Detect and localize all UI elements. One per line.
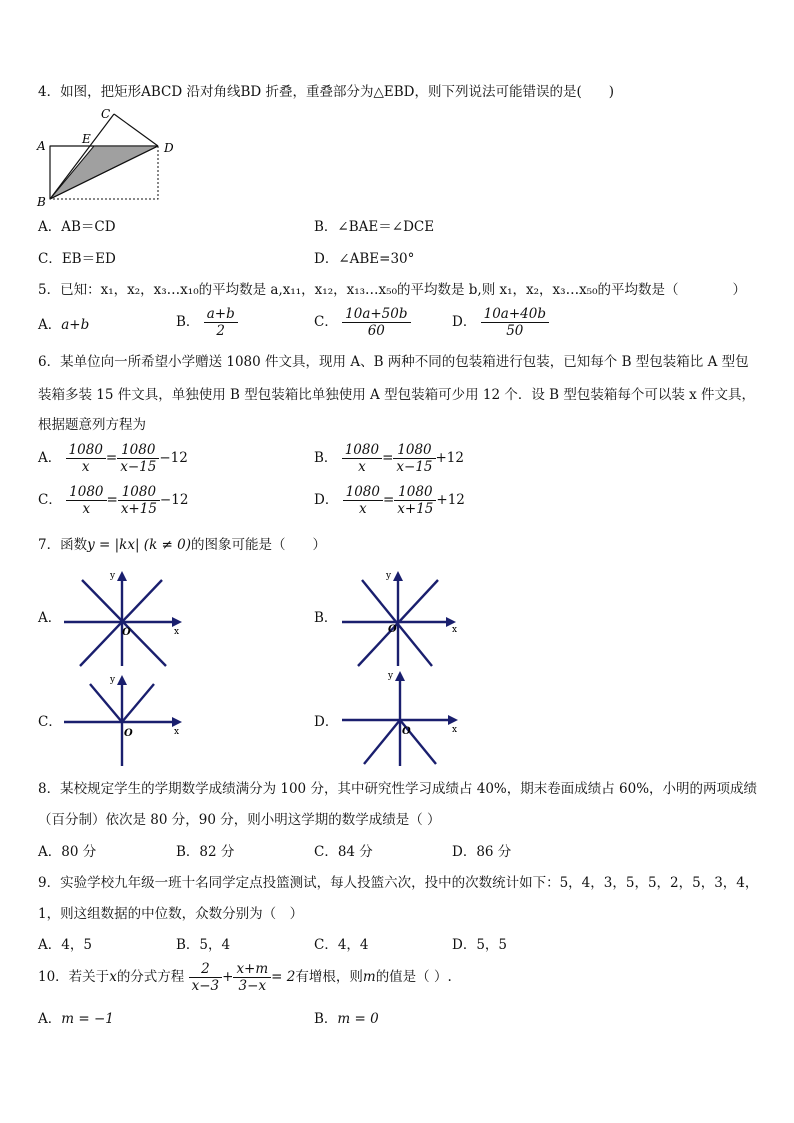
q6-option-d-letter: D． xyxy=(314,492,339,508)
q6-option-d-fraction-2: $\frac{1080}{x+15}$ xyxy=(394,484,436,517)
q9-option-b[interactable]: B．5，4 xyxy=(176,937,231,953)
q7-c-o-label: O xyxy=(124,728,133,739)
q7-graph-c[interactable] xyxy=(62,670,192,770)
q7-d-x-label: x xyxy=(452,725,458,735)
q6-option-c[interactable] xyxy=(38,484,188,517)
q5-option-c-letter: C． xyxy=(314,314,338,330)
q4-rectangle-fold-figure xyxy=(34,106,184,209)
q7-option-c-label[interactable]: C． xyxy=(38,714,62,730)
q6-option-a-tail: −12 xyxy=(159,450,188,466)
q4-option-b[interactable]: B．∠BAE＝∠DCE xyxy=(314,219,435,235)
q6-option-b[interactable] xyxy=(314,442,464,475)
q4-stem: 4．如图，把矩形ABCD 沿对角线BD 折叠，重叠部分为△EBD，则下列说法可能错误的是( ) xyxy=(38,84,615,100)
q7-b-y-label: y xyxy=(386,571,392,581)
q7-a-x-label: x xyxy=(174,627,180,637)
q4-option-c[interactable]: C．EB＝ED xyxy=(38,251,116,267)
q5-option-b-fraction: $\frac{a+b}{2}$ xyxy=(204,306,238,339)
q10-equals-two: = 2 xyxy=(271,969,296,985)
q8-option-d[interactable]: D．86 分 xyxy=(452,844,512,860)
q7-graph-d[interactable] xyxy=(340,666,470,770)
q5-option-b-letter: B． xyxy=(176,314,200,330)
q5-option-d-letter: D． xyxy=(452,314,477,330)
q6-stem-line-2: 装箱多装 15 件文具，单独使用 B 型包装箱比单独使用 A 型包装箱可少用 12 个．设 B 型包装箱每个可以装 x 件文具， xyxy=(38,387,756,403)
q5-option-d-fraction: $\frac{10a+40b}{50}$ xyxy=(481,306,549,339)
q6-option-a-fraction-1: $\frac{1080}{x}$ xyxy=(66,442,106,475)
q5-option-d[interactable] xyxy=(452,306,549,339)
q6-stem-line-1: 6．某单位向一所希望小学赠送 1080 件文具，现用 A、B 两种不同的包装箱进行包装，已知每个 B 型包装箱比 A 型包 xyxy=(38,354,749,370)
q6-option-c-fraction-2: $\frac{1080}{x+15}$ xyxy=(118,484,160,517)
q6-option-d[interactable] xyxy=(314,484,465,517)
q7-stem-suffix: 的图象可能是（ ） xyxy=(191,537,326,553)
q10-plus: + xyxy=(222,969,234,985)
q10-stem-variable-m: m xyxy=(362,969,376,985)
q7-stem-expression: y = |kx| (k ≠ 0) xyxy=(87,537,191,553)
q6-option-a-fraction-2: $\frac{1080}{x-15}$ xyxy=(117,442,159,475)
q10-option-a[interactable] xyxy=(38,1010,114,1028)
q10-option-b-expr: m = 0 xyxy=(337,1011,379,1027)
q9-stem-line-1: 9．实验学校九年级一班十名同学定点投篮测试，每人投篮六次，投中的次数统计如下：5，4，3，5，5，2，5，3，4， xyxy=(38,875,759,891)
q8-option-c[interactable]: C．84 分 xyxy=(314,844,373,860)
q6-option-a[interactable] xyxy=(38,442,188,475)
q7-option-a-label[interactable]: A． xyxy=(38,610,62,626)
q6-stem-line-3: 根据题意列方程为 xyxy=(38,417,146,433)
q6-option-c-letter: C． xyxy=(38,492,62,508)
q4-label-c: C xyxy=(101,107,111,121)
q6-option-d-fraction-1: $\frac{1080}{x}$ xyxy=(343,484,383,517)
q7-d-y-label: y xyxy=(388,671,394,681)
q10-stem xyxy=(38,961,452,994)
q6-option-a-letter: A． xyxy=(38,450,62,466)
q5-option-b[interactable] xyxy=(176,306,238,339)
q7-d-o-label: O xyxy=(402,726,411,737)
q4-label-b: B xyxy=(37,195,46,209)
q9-stem-line-2: 1，则这组数据的中位数，众数分别为（ ） xyxy=(38,906,304,922)
q6-option-a-equals: = xyxy=(105,450,118,466)
q9-option-c[interactable]: C．4，4 xyxy=(314,937,369,953)
q7-stem xyxy=(38,536,326,554)
q7-option-d-label[interactable]: D． xyxy=(314,714,339,730)
q8-option-a[interactable]: A．80 分 xyxy=(38,844,97,860)
q10-option-a-letter: A． xyxy=(38,1011,62,1027)
q7-c-y-label: y xyxy=(110,675,116,685)
q5-option-c[interactable] xyxy=(314,306,411,339)
q4-option-a[interactable]: A．AB＝CD xyxy=(38,219,116,235)
q8-stem-line-2: （百分制）依次是 80 分，90 分，则小明这学期的数学成绩是（ ） xyxy=(38,812,441,828)
q6-option-d-equals: = xyxy=(382,492,395,508)
q7-c-x-label: x xyxy=(174,727,180,737)
q7-b-x-label: x xyxy=(452,625,458,635)
q9-option-a[interactable]: A．4，5 xyxy=(38,937,92,953)
q10-stem-end: 的值是（ ）. xyxy=(375,969,452,985)
q7-a-o-label: O xyxy=(122,627,131,638)
q6-option-d-tail: +12 xyxy=(436,492,465,508)
q5-option-a[interactable] xyxy=(38,316,89,334)
q6-option-b-fraction-2: $\frac{1080}{x-15}$ xyxy=(393,442,435,475)
q6-option-b-fraction-1: $\frac{1080}{x}$ xyxy=(342,442,382,475)
q7-option-b-label[interactable]: B． xyxy=(314,610,338,626)
q7-graph-a[interactable] xyxy=(62,566,192,670)
q7-graph-b[interactable] xyxy=(340,566,470,670)
q4-label-d: D xyxy=(164,141,174,155)
q6-option-b-equals: = xyxy=(382,450,394,466)
q6-option-c-tail: −12 xyxy=(159,492,189,508)
q10-stem-variable-x: x xyxy=(109,969,117,985)
q6-option-c-fraction-1: $\frac{1080}{x}$ xyxy=(66,484,106,517)
q10-stem-prefix: 10．若关于 xyxy=(38,969,110,985)
q4-label-a: A xyxy=(37,139,46,153)
q5-option-a-expr: a+b xyxy=(61,317,90,333)
q7-stem-prefix: 7．函数 xyxy=(38,537,88,553)
q10-stem-suffix: 有增根，则 xyxy=(295,969,363,985)
q6-option-b-letter: B． xyxy=(314,450,338,466)
q10-option-b-letter: B． xyxy=(314,1011,338,1027)
q7-b-o-label: O xyxy=(388,624,397,635)
q9-option-d[interactable]: D．5，5 xyxy=(452,937,508,953)
q5-option-a-letter: A． xyxy=(38,317,62,333)
q6-option-b-tail: +12 xyxy=(435,450,464,466)
q4-option-d[interactable]: D．∠ABE=30° xyxy=(314,251,415,267)
q5-option-c-fraction: $\frac{10a+50b}{60}$ xyxy=(342,306,410,339)
q7-a-y-label: y xyxy=(110,571,116,581)
q10-fraction-2: $\frac{x+m}{3-x}$ xyxy=(233,961,271,994)
q8-option-b[interactable]: B．82 分 xyxy=(176,844,235,860)
q8-stem-line-1: 8．某校规定学生的学期数学成绩满分为 100 分，其中研究性学习成绩占 40%，期末卷面成绩占 60%，小明的两项成绩 xyxy=(38,781,758,797)
q5-stem: 5．已知：x₁，x₂，x₃…x₁₀的平均数是 a,x₁₁，x₁₂，x₁₃…x₅₀的平均数是 b,则 x₁，x₂，x₃…x₅₀的平均数是（ ） xyxy=(38,282,747,298)
q10-stem-mid: 的分式方程 xyxy=(116,969,185,985)
q10-fraction-1: $\frac{2}{x-3}$ xyxy=(189,961,223,994)
q4-label-e: E xyxy=(82,132,91,146)
q10-option-a-expr: m = −1 xyxy=(61,1011,114,1027)
q10-option-b[interactable] xyxy=(314,1010,379,1028)
q6-option-c-equals: = xyxy=(106,492,118,508)
